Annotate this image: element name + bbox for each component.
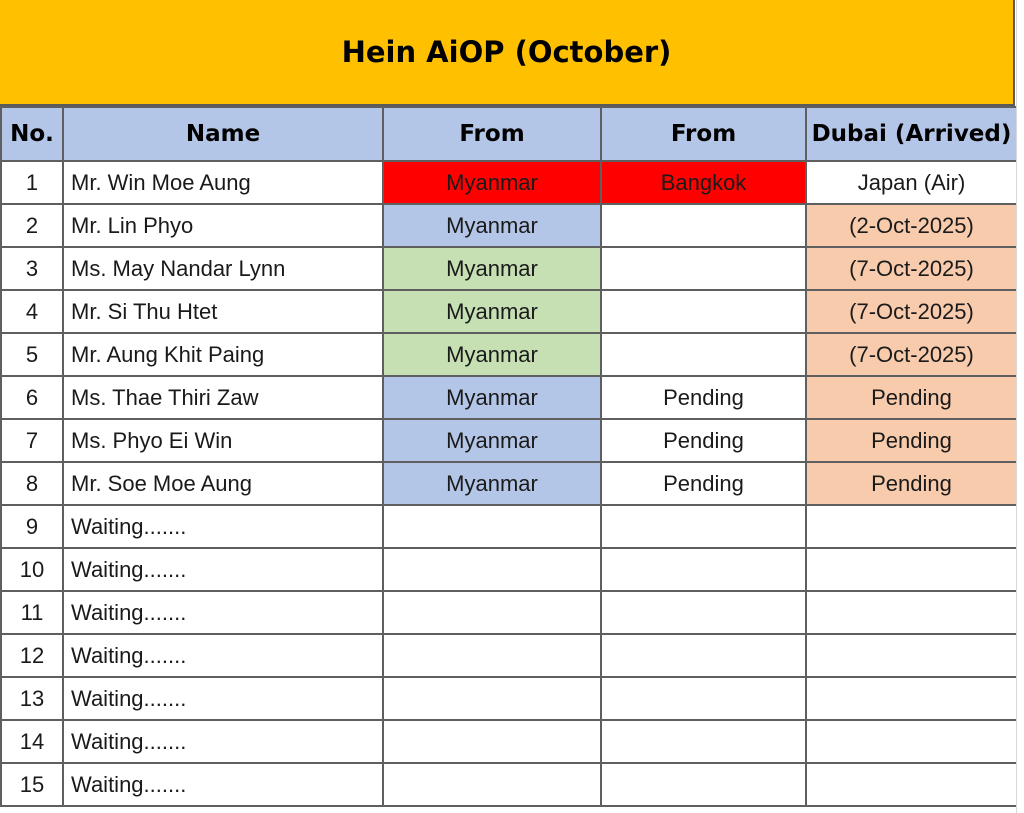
cell-name[interactable]: Waiting....... [63,591,383,634]
cell-from-origin[interactable]: Myanmar [383,333,601,376]
cell-name[interactable]: Mr. Si Thu Htet [63,290,383,333]
table-row [1,333,1017,376]
cell-from-transit[interactable] [601,763,806,806]
cell-dubai-arrived[interactable]: Japan (Air) [806,161,1017,204]
cell-from-transit[interactable] [601,290,806,333]
cell-from-transit[interactable] [601,677,806,720]
cell-from-origin[interactable] [383,505,601,548]
cell-no[interactable]: 11 [1,591,63,634]
header-no[interactable]: No. [1,107,63,161]
cell-no[interactable]: 9 [1,505,63,548]
cell-no[interactable]: 8 [1,462,63,505]
cell-from-transit[interactable] [601,204,806,247]
cell-no[interactable]: 5 [1,333,63,376]
adjacent-column-edge [1016,0,1024,813]
table-row [1,247,1017,290]
cell-dubai-arrived[interactable]: Pending [806,419,1017,462]
cell-from-origin[interactable]: Myanmar [383,247,601,290]
cell-from-transit[interactable]: Bangkok [601,161,806,204]
cell-from-origin[interactable]: Myanmar [383,376,601,419]
table-row [1,462,1017,505]
cell-name[interactable]: Waiting....... [63,505,383,548]
cell-from-origin[interactable] [383,763,601,806]
cell-no[interactable]: 7 [1,419,63,462]
cell-from-transit[interactable] [601,591,806,634]
header-from-transit[interactable]: From [601,107,806,161]
cell-no[interactable]: 10 [1,548,63,591]
cell-dubai-arrived[interactable]: Pending [806,462,1017,505]
table-row [1,290,1017,333]
cell-from-origin[interactable]: Myanmar [383,419,601,462]
cell-name[interactable]: Waiting....... [63,677,383,720]
cell-from-transit[interactable]: Pending [601,376,806,419]
table-row [1,548,1017,591]
cell-no[interactable]: 15 [1,763,63,806]
cell-from-origin[interactable] [383,634,601,677]
cell-name[interactable]: Mr. Win Moe Aung [63,161,383,204]
header-from-origin[interactable]: From [383,107,601,161]
sheet-title[interactable]: Hein AiOP (October) [0,0,1015,106]
cell-no[interactable]: 3 [1,247,63,290]
cell-dubai-arrived[interactable] [806,505,1017,548]
cell-name[interactable]: Mr. Lin Phyo [63,204,383,247]
cell-from-origin[interactable] [383,677,601,720]
table-row [1,204,1017,247]
cell-from-origin[interactable] [383,548,601,591]
cell-from-origin[interactable]: Myanmar [383,462,601,505]
cell-from-transit[interactable] [601,720,806,763]
cell-from-origin[interactable]: Myanmar [383,290,601,333]
cell-dubai-arrived[interactable] [806,677,1017,720]
cell-name[interactable]: Ms. Phyo Ei Win [63,419,383,462]
cell-name[interactable]: Ms. Thae Thiri Zaw [63,376,383,419]
cell-name[interactable]: Mr. Soe Moe Aung [63,462,383,505]
header-row [1,107,1017,161]
table-row [1,720,1017,763]
table-row [1,376,1017,419]
cell-from-transit[interactable] [601,548,806,591]
cell-no[interactable]: 14 [1,720,63,763]
table-row [1,677,1017,720]
cell-name[interactable]: Waiting....... [63,763,383,806]
cell-no[interactable]: 2 [1,204,63,247]
cell-from-transit[interactable] [601,333,806,376]
header-dubai-arrived[interactable]: Dubai (Arrived) [806,107,1017,161]
table-row [1,591,1017,634]
cell-name[interactable]: Waiting....... [63,720,383,763]
cell-name[interactable]: Mr. Aung Khit Paing [63,333,383,376]
cell-name[interactable]: Waiting....... [63,548,383,591]
cell-no[interactable]: 4 [1,290,63,333]
cell-dubai-arrived[interactable]: (7-Oct-2025) [806,333,1017,376]
cell-no[interactable]: 12 [1,634,63,677]
cell-no[interactable]: 13 [1,677,63,720]
table-row [1,763,1017,806]
cell-dubai-arrived[interactable] [806,763,1017,806]
cell-from-transit[interactable] [601,247,806,290]
cell-dubai-arrived[interactable]: (2-Oct-2025) [806,204,1017,247]
cell-dubai-arrived[interactable]: (7-Oct-2025) [806,247,1017,290]
cell-no[interactable]: 1 [1,161,63,204]
cell-dubai-arrived[interactable] [806,720,1017,763]
cell-dubai-arrived[interactable] [806,634,1017,677]
table-row [1,419,1017,462]
cell-from-origin[interactable]: Myanmar [383,204,601,247]
cell-from-origin[interactable]: Myanmar [383,161,601,204]
cell-no[interactable]: 6 [1,376,63,419]
cell-from-transit[interactable]: Pending [601,419,806,462]
cell-name[interactable]: Waiting....... [63,634,383,677]
cell-from-transit[interactable]: Pending [601,462,806,505]
table-row [1,634,1017,677]
cell-name[interactable]: Ms. May Nandar Lynn [63,247,383,290]
cell-from-origin[interactable] [383,591,601,634]
table-row [1,161,1017,204]
cell-from-transit[interactable] [601,634,806,677]
cell-dubai-arrived[interactable]: Pending [806,376,1017,419]
cell-from-transit[interactable] [601,505,806,548]
roster-table [0,106,1018,807]
cell-from-origin[interactable] [383,720,601,763]
cell-dubai-arrived[interactable] [806,548,1017,591]
cell-dubai-arrived[interactable] [806,591,1017,634]
header-name[interactable]: Name [63,107,383,161]
table-row [1,505,1017,548]
cell-dubai-arrived[interactable]: (7-Oct-2025) [806,290,1017,333]
